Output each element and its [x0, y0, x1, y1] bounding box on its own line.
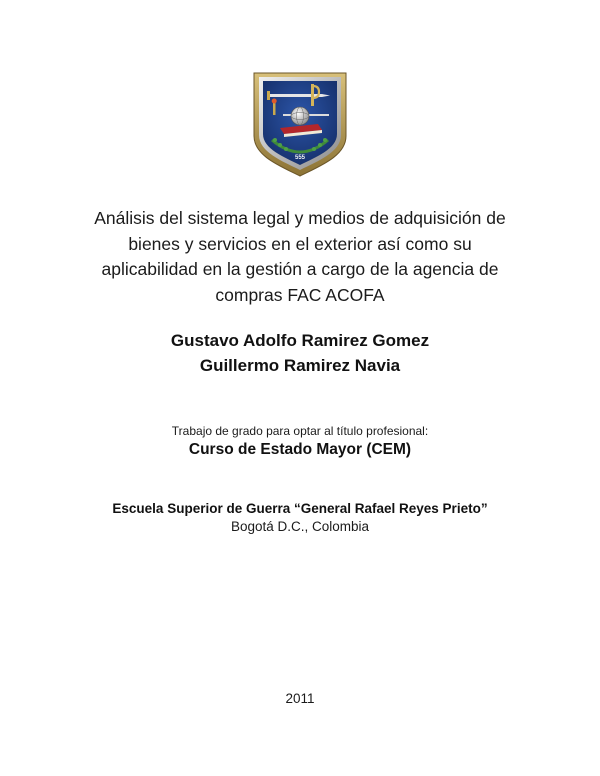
institution-city: Bogotá D.C., Colombia	[230, 519, 370, 534]
author-name: Guillermo Ramirez Navia	[199, 356, 401, 375]
publication-year: 2011	[285, 691, 315, 706]
author-name: Gustavo Adolfo Ramirez Gomez	[170, 331, 430, 350]
military-shield-emblem-icon	[250, 70, 350, 178]
author-list	[40, 328, 560, 378]
title-line: compras FAC ACOFA	[215, 284, 385, 305]
document-title	[40, 206, 560, 308]
title-line: bienes y servicios en el exterior así como su	[128, 233, 472, 254]
degree-intro-text: Trabajo de grado para optar al título profesional:	[171, 424, 429, 438]
title-line: Análisis del sistema legal y medios de adquisición de	[94, 208, 506, 228]
degree-name: Curso de Estado Mayor (CEM)	[188, 441, 412, 458]
emblem-insignia-text: 555	[294, 155, 306, 161]
title-line: aplicabilidad en la gestión a cargo de la agencia de	[101, 259, 499, 279]
institution-name: Escuela Superior de Guerra “General Rafael Reyes Prieto”	[112, 501, 488, 516]
